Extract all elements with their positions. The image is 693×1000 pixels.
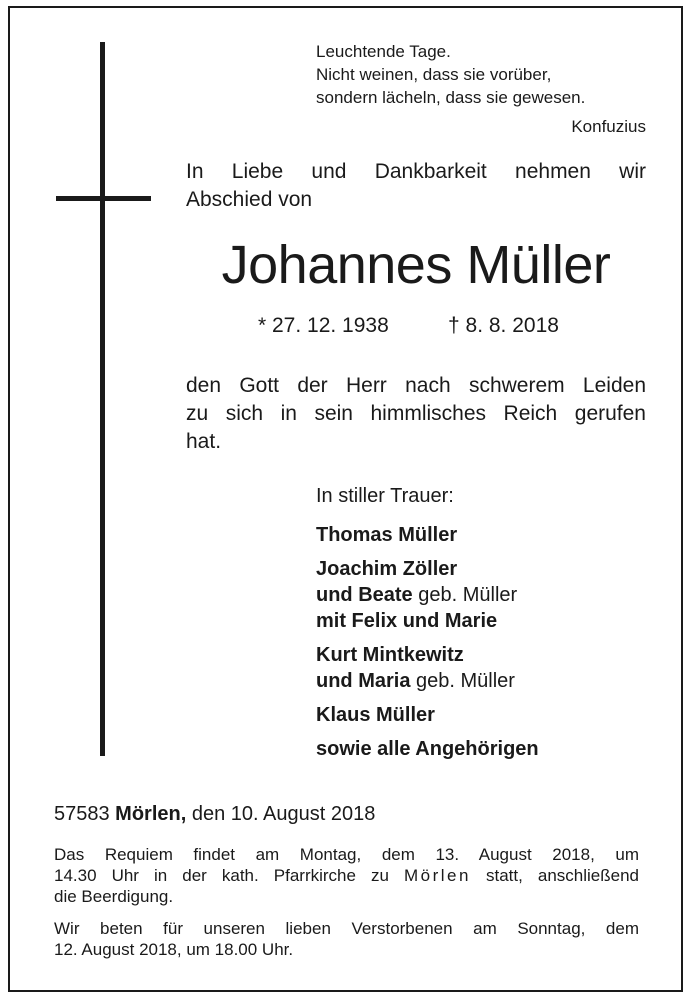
memorial-phrase <box>186 372 646 456</box>
prayer-notice <box>54 918 639 960</box>
birth-date: * 27. 12. 1938 <box>258 314 389 337</box>
poem-line: Leuchtende Tage. <box>316 42 451 61</box>
phrase-line: den Gott der Herr nach schwerem Leiden <box>186 374 646 397</box>
deceased-name: Johannes Müller <box>221 235 611 295</box>
requiem-notice <box>54 844 639 907</box>
requiem-text: 14.30 Uhr in der kath. Pfarrkirche zu <box>54 866 404 885</box>
phrase-line: zu sich in sein himmlisches Reich gerufen <box>186 402 646 425</box>
requiem-line: die Beerdigung. <box>54 887 174 906</box>
mourner-name: und Beate <box>316 584 413 606</box>
mourners-list <box>316 482 656 770</box>
mourner-name: und Maria <box>316 670 411 692</box>
town-name: Mörlen, <box>115 803 187 825</box>
poem-author: Konfuzius <box>571 117 646 136</box>
mourner-group <box>316 556 656 634</box>
mourner-group <box>316 642 656 694</box>
poem-line: Nicht weinen, dass sie vorüber, <box>316 65 552 84</box>
prayer-line: Wir beten für unseren lieben Verstorbenen am Sonntag, dem <box>54 919 639 938</box>
death-date: † 8. 8. 2018 <box>448 314 559 337</box>
cross-vertical-bar <box>100 42 105 756</box>
place-date-line <box>54 801 375 827</box>
cross-horizontal-bar <box>56 196 151 201</box>
mourner-name: mit Felix und Marie <box>316 610 498 632</box>
mourner-name: Klaus Müller <box>316 704 435 726</box>
mourner-group <box>316 522 656 548</box>
intro-line: Abschied von <box>186 188 313 211</box>
intro-line: In Liebe und Dankbarkeit nehmen wir <box>186 160 646 183</box>
mourner-group <box>316 702 656 728</box>
mourner-name: Kurt Mintkewitz <box>316 644 464 666</box>
requiem-line: Das Requiem findet am Montag, dem 13. August 2018, um <box>54 845 639 864</box>
intro-text <box>186 158 646 214</box>
poem <box>316 40 646 138</box>
prayer-line: 12. August 2018, um 18.00 Uhr. <box>54 940 294 959</box>
maiden-name-note: geb. Müller <box>410 670 515 692</box>
mourner-group <box>316 736 656 762</box>
requiem-text: statt, anschließend <box>470 866 639 885</box>
postal-code: 57583 <box>54 803 116 825</box>
phrase-line: hat. <box>186 430 222 453</box>
mourner-name: Joachim Zöller <box>316 558 458 580</box>
requiem-line <box>54 865 639 886</box>
mourners-heading: In stiller Trauer: <box>316 485 454 507</box>
maiden-name-note: geb. Müller <box>412 584 518 606</box>
poem-line: sondern lächeln, dass sie gewesen. <box>316 88 586 107</box>
mourner-name: Thomas Müller <box>316 524 458 546</box>
church-town: Mörlen <box>403 866 471 885</box>
notice-date: den 10. August 2018 <box>186 803 376 825</box>
mourner-name: sowie alle Angehörigen <box>316 738 539 760</box>
